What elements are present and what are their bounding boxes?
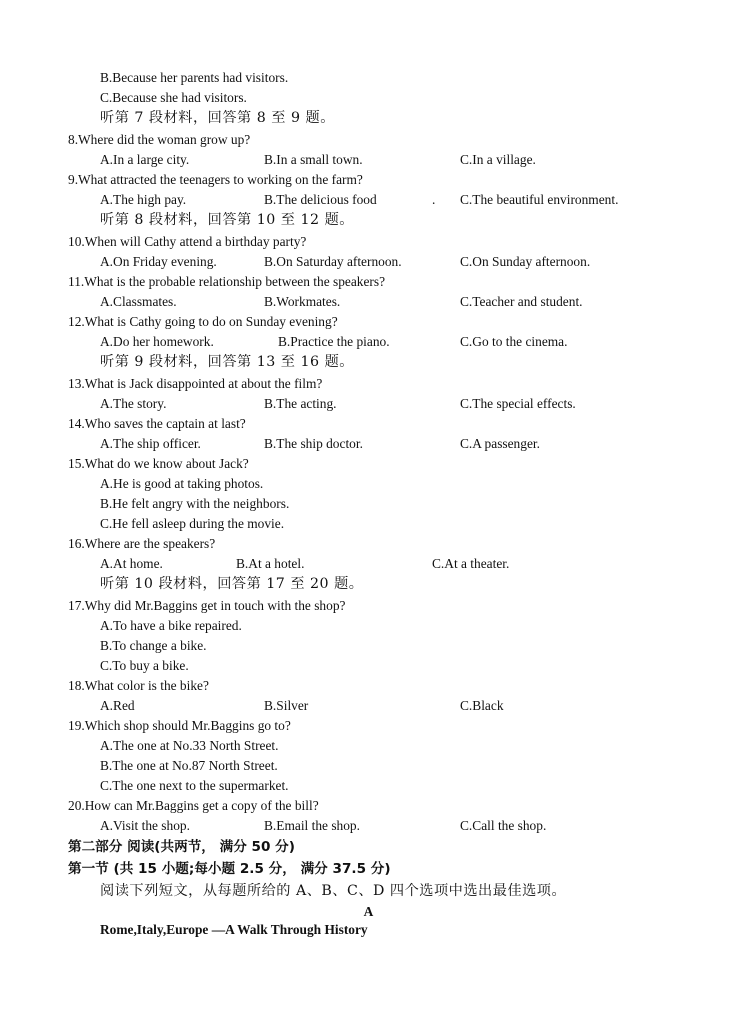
q7-row-b	[0, 68, 737, 88]
q9-question-row	[0, 170, 737, 190]
q8-question: 8.Where did the woman grow up?	[68, 132, 251, 147]
q12-option-a[interactable]: A.Do her homework.	[100, 334, 214, 349]
q8-question-row	[0, 130, 737, 150]
q15-option-c-row	[0, 514, 737, 534]
q11-option-c[interactable]: C.Teacher and student.	[460, 294, 583, 309]
reading-instruction: 阅读下列短文，从每题所给的 A、B、C、D 四个选项中选出最佳选项。	[100, 883, 567, 899]
q15-option-a[interactable]: A.He is good at taking photos.	[100, 476, 264, 491]
q20-option-a[interactable]: A.Visit the shop.	[100, 818, 190, 833]
q16-options-row	[0, 554, 737, 574]
q19-question: 19.Which shop should Mr.Baggins go to?	[68, 718, 291, 733]
q8-option-a[interactable]: A.In a large city.	[100, 152, 190, 167]
q15-question-row	[0, 454, 737, 474]
q14-question: 14.Who saves the captain at last?	[68, 416, 246, 431]
q9-options-row	[0, 190, 737, 210]
q18-question-row	[0, 676, 737, 696]
passage-letter: A	[363, 904, 374, 919]
q18-question: 18.What color is the bike?	[68, 678, 209, 693]
q14-question-row	[0, 414, 737, 434]
q18-option-a[interactable]: A.Red	[100, 698, 135, 713]
section9-row	[0, 352, 737, 372]
q20-options-row	[0, 816, 737, 836]
q19-option-a[interactable]: A.The one at No.33 North Street.	[100, 738, 279, 753]
q13-option-b[interactable]: B.The acting.	[264, 396, 337, 411]
section1-heading-row	[0, 859, 737, 879]
q15-option-b[interactable]: B.He felt angry with the neighbors.	[100, 496, 290, 511]
q15-option-b-row	[0, 494, 737, 514]
q19-option-b[interactable]: B.The one at No.87 North Street.	[100, 758, 278, 773]
q8-option-b[interactable]: B.In a small town.	[264, 152, 363, 167]
section7-row	[0, 108, 737, 128]
q16-question-row	[0, 534, 737, 554]
q7-option-b[interactable]: B.Because her parents had visitors.	[100, 70, 289, 85]
q14-option-c[interactable]: C.A passenger.	[460, 436, 540, 451]
q15-question: 15.What do we know about Jack?	[68, 456, 249, 471]
q15-option-a-row	[0, 474, 737, 494]
q7-option-c[interactable]: C.Because she had visitors.	[100, 90, 247, 105]
q18-option-c[interactable]: C.Black	[460, 698, 504, 713]
q13-option-a[interactable]: A.The story.	[100, 396, 167, 411]
section7-instruction: 听第 7 段材料，回答第 8 至 9 题。	[100, 110, 335, 126]
q12-option-b[interactable]: B.Practice the piano.	[278, 334, 390, 349]
q12-question-row	[0, 312, 737, 332]
q11-option-b[interactable]: B.Workmates.	[264, 294, 341, 309]
part2-heading-row	[0, 837, 737, 857]
q14-option-b[interactable]: B.The ship doctor.	[264, 436, 363, 451]
q19-option-c[interactable]: C.The one next to the supermarket.	[100, 778, 289, 793]
part2-heading: 第二部分 阅读(共两节， 满分 50 分)	[68, 839, 295, 855]
q19-option-a-row	[0, 736, 737, 756]
q17-question-row	[0, 596, 737, 616]
q11-question: 11.What is the probable relationship between the speakers?	[68, 274, 386, 289]
q10-option-b[interactable]: B.On Saturday afternoon.	[264, 254, 402, 269]
q10-question-row	[0, 232, 737, 252]
q11-question-row	[0, 272, 737, 292]
q7-row-c	[0, 88, 737, 108]
q17-option-a-row	[0, 616, 737, 636]
q9-option-b[interactable]: B.The delicious food	[264, 192, 377, 207]
q9-stray-dot: .	[432, 192, 436, 207]
q17-option-c[interactable]: C.To buy a bike.	[100, 658, 189, 673]
q13-options-row	[0, 394, 737, 414]
q13-option-c[interactable]: C.The special effects.	[460, 396, 576, 411]
q12-question: 12.What is Cathy going to do on Sunday evening?	[68, 314, 338, 329]
q10-options-row	[0, 252, 737, 272]
q13-question: 13.What is Jack disappointed at about the film?	[68, 376, 323, 391]
q11-options-row	[0, 292, 737, 312]
q10-option-c[interactable]: C.On Sunday afternoon.	[460, 254, 591, 269]
q20-option-b[interactable]: B.Email the shop.	[264, 818, 360, 833]
q14-option-a[interactable]: A.The ship officer.	[100, 436, 201, 451]
reading-instruction-row	[0, 881, 737, 901]
q10-option-a[interactable]: A.On Friday evening.	[100, 254, 217, 269]
q8-option-c[interactable]: C.In a village.	[460, 152, 536, 167]
q16-option-c[interactable]: C.At a theater.	[432, 556, 510, 571]
q9-option-c[interactable]: C.The beautiful environment.	[460, 192, 619, 207]
q18-options-row	[0, 696, 737, 716]
section9-instruction: 听第 9 段材料，回答第 13 至 16 题。	[100, 354, 354, 370]
passage-title: Rome,Italy,Europe —A Walk Through History	[100, 922, 368, 937]
passage-letter-row	[0, 902, 737, 922]
q20-question-row	[0, 796, 737, 816]
q8-options-row	[0, 150, 737, 170]
q15-option-c[interactable]: C.He fell asleep during the movie.	[100, 516, 285, 531]
q10-question: 10.When will Cathy attend a birthday party?	[68, 234, 307, 249]
q9-option-a[interactable]: A.The high pay.	[100, 192, 187, 207]
q9-question: 9.What attracted the teenagers to working on the farm?	[68, 172, 363, 187]
q12-options-row	[0, 332, 737, 352]
q17-option-b-row	[0, 636, 737, 656]
q12-option-c[interactable]: C.Go to the cinema.	[460, 334, 568, 349]
q17-option-c-row	[0, 656, 737, 676]
q16-option-a[interactable]: A.At home.	[100, 556, 163, 571]
q20-option-c[interactable]: C.Call the shop.	[460, 818, 547, 833]
q13-question-row	[0, 374, 737, 394]
q19-option-c-row	[0, 776, 737, 796]
q17-question: 17.Why did Mr.Baggins get in touch with the shop?	[68, 598, 346, 613]
q19-option-b-row	[0, 756, 737, 776]
section10-row	[0, 574, 737, 594]
q16-option-b[interactable]: B.At a hotel.	[236, 556, 305, 571]
section1-heading: 第一节 (共 15 小题;每小题 2.5 分， 满分 37.5 分)	[68, 861, 391, 877]
q11-option-a[interactable]: A.Classmates.	[100, 294, 177, 309]
section8-instruction: 听第 8 段材料，回答第 10 至 12 题。	[100, 212, 354, 228]
section8-row	[0, 210, 737, 230]
q17-option-b[interactable]: B.To change a bike.	[100, 638, 207, 653]
q20-question: 20.How can Mr.Baggins get a copy of the bill?	[68, 798, 319, 813]
q18-option-b[interactable]: B.Silver	[264, 698, 309, 713]
q14-options-row	[0, 434, 737, 454]
passage-title-row	[0, 920, 737, 940]
q16-question: 16.Where are the speakers?	[68, 536, 216, 551]
q19-question-row	[0, 716, 737, 736]
q17-option-a[interactable]: A.To have a bike repaired.	[100, 618, 242, 633]
section10-instruction: 听第 10 段材料，回答第 17 至 20 题。	[100, 576, 364, 592]
